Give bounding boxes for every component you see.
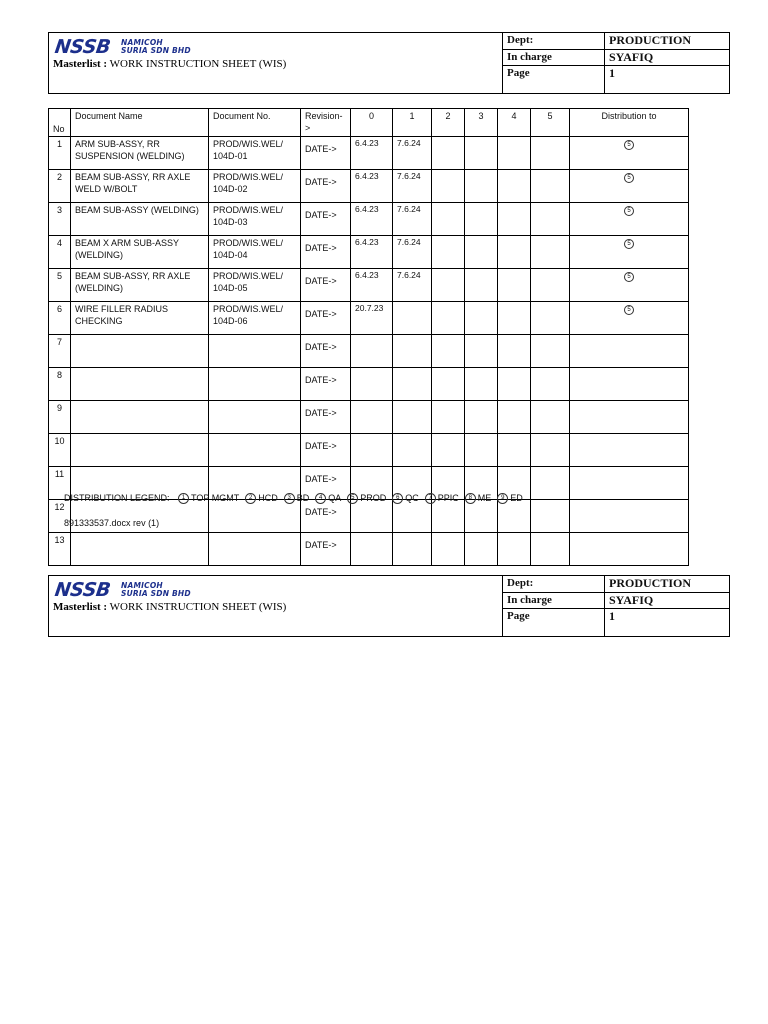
row-rev-1 [393,533,432,566]
row-rev-2 [432,302,465,335]
row-document-name: BEAM SUB-ASSY (WELDING) [71,203,209,236]
row-no: 6 [49,302,71,335]
distribution-circle-icon: 5 [624,173,634,183]
legend-item-label: HCD [258,493,278,503]
row-document-name [71,401,209,434]
legend-item [497,493,523,503]
col-header-distribution: Distribution to [570,109,689,137]
legend-item [178,493,239,503]
table-row [49,269,689,302]
row-rev-3 [465,335,498,368]
legend-item [245,493,278,503]
table-row [49,203,689,236]
logo-mark: NSSB [53,36,112,58]
row-document-no: PROD/WIS.WEL/ 104D-01 [209,137,301,170]
legend-item-label: PPIC [437,493,459,503]
row-no: 12 [49,500,71,533]
legend-item [315,493,341,503]
row-rev-0 [351,335,393,368]
legend-label: DISTRIBUTION LEGEND: [64,493,170,503]
row-rev-0: 6.4.23 [351,269,393,302]
col-header-rev-1: 1 [393,109,432,137]
row-document-name [71,434,209,467]
row-rev-2 [432,170,465,203]
row-rev-0: 6.4.23 [351,203,393,236]
row-document-no: PROD/WIS.WEL/ 104D-03 [209,203,301,236]
distribution-circle-icon: 5 [624,272,634,282]
row-rev-0: 6.4.23 [351,137,393,170]
row-rev-2 [432,434,465,467]
distribution-circle-icon: 5 [624,206,634,216]
row-document-name: WIRE FILLER RADIUS CHECKING [71,302,209,335]
row-rev-3 [465,533,498,566]
row-distribution [570,137,689,170]
dept-value: PRODUCTION [609,576,692,590]
legend-number-circle-icon: 8 [465,493,476,504]
legend-number-circle-icon: 3 [284,493,295,504]
legend-item-label: QA [328,493,342,503]
document-header [48,32,730,94]
legend-item-label: PROD [360,493,387,503]
legend-number-circle-icon: 1 [178,493,189,504]
distribution-circle-icon: 5 [624,305,634,315]
row-rev-3 [465,302,498,335]
row-revision-date: DATE-> [301,434,351,467]
row-rev-4 [498,434,531,467]
row-revision-date: DATE-> [301,500,351,533]
page-row [503,609,729,636]
legend-item-label: BD [296,493,310,503]
col-header-document-name: Document Name [71,109,209,137]
row-distribution [570,269,689,302]
incharge-value: SYAFIQ [609,50,654,64]
row-no: 2 [49,170,71,203]
row-rev-1 [393,401,432,434]
page-value: 1 [609,609,615,623]
header-title-cell [49,33,503,93]
table-row [49,236,689,269]
row-rev-5 [531,170,570,203]
row-rev-5 [531,467,570,500]
row-revision-date: DATE-> [301,137,351,170]
row-document-no: PROD/WIS.WEL/ 104D-05 [209,269,301,302]
incharge-row [503,593,729,609]
row-rev-0 [351,500,393,533]
row-document-name [71,533,209,566]
legend-number-circle-icon: 7 [425,493,436,504]
row-no: 8 [49,368,71,401]
row-document-no: PROD/WIS.WEL/ 104D-04 [209,236,301,269]
legend-number-circle-icon: 6 [392,493,403,504]
row-no: 9 [49,401,71,434]
row-rev-5 [531,500,570,533]
incharge-row [503,50,729,66]
row-rev-1: 7.6.24 [393,137,432,170]
row-document-no [209,401,301,434]
row-rev-1 [393,335,432,368]
header-info-cells [503,33,729,93]
row-rev-2 [432,236,465,269]
header-info-cells [503,576,729,636]
table-row [49,302,689,335]
legend-item [465,493,492,503]
row-rev-0: 20.7.23 [351,302,393,335]
page-label: Page [503,609,605,636]
legend-number-circle-icon: 5 [347,493,358,504]
row-rev-2 [432,401,465,434]
row-rev-2 [432,269,465,302]
table-row [49,368,689,401]
row-document-name: BEAM SUB-ASSY, RR AXLE WELD W/BOLT [71,170,209,203]
row-rev-0: 6.4.23 [351,236,393,269]
row-rev-5 [531,533,570,566]
row-revision-date: DATE-> [301,368,351,401]
table-row [49,434,689,467]
dept-label: Dept: [503,576,605,592]
row-distribution [570,500,689,533]
row-no: 5 [49,269,71,302]
row-rev-1 [393,302,432,335]
row-no: 7 [49,335,71,368]
col-header-rev-5: 5 [531,109,570,137]
document-reference: 891333537.docx rev (1) [64,518,160,528]
col-header-rev-0: 0 [351,109,393,137]
row-rev-3 [465,236,498,269]
row-document-no [209,335,301,368]
row-rev-3 [465,401,498,434]
legend-item-label: ME [477,493,492,503]
company-logo [55,580,205,602]
row-rev-5 [531,335,570,368]
col-header-no: No [49,109,71,137]
row-rev-1 [393,500,432,533]
logo-company-name: NAMICOH SURIA SDN BHD [121,38,191,55]
row-rev-4 [498,170,531,203]
incharge-value: SYAFIQ [609,593,654,607]
row-rev-3 [465,434,498,467]
row-rev-5 [531,302,570,335]
incharge-label: In charge [503,593,605,608]
row-distribution [570,203,689,236]
row-document-name: BEAM X ARM SUB-ASSY (WELDING) [71,236,209,269]
row-revision-date: DATE-> [301,302,351,335]
row-revision-date: DATE-> [301,269,351,302]
row-rev-0: 6.4.23 [351,170,393,203]
row-distribution [570,434,689,467]
row-rev-0 [351,533,393,566]
row-distribution [570,170,689,203]
legend-item [425,493,459,503]
table-row [49,533,689,566]
row-document-no: PROD/WIS.WEL/ 104D-02 [209,170,301,203]
row-document-no [209,368,301,401]
row-rev-5 [531,137,570,170]
dept-row [503,576,729,593]
legend-number-circle-icon: 4 [315,493,326,504]
row-rev-3 [465,269,498,302]
row-rev-0 [351,434,393,467]
row-rev-1: 7.6.24 [393,203,432,236]
row-rev-5 [531,401,570,434]
legend-item [392,493,419,503]
masterlist-title: Masterlist : WORK INSTRUCTION SHEET (WIS) [53,601,287,613]
row-rev-4 [498,236,531,269]
col-header-rev-2: 2 [432,109,465,137]
row-rev-4 [498,203,531,236]
row-rev-4 [498,533,531,566]
row-document-name: ARM SUB-ASSY, RR SUSPENSION (WELDING) [71,137,209,170]
row-revision-date: DATE-> [301,335,351,368]
col-header-document-no: Document No. [209,109,301,137]
row-rev-5 [531,269,570,302]
row-rev-2 [432,335,465,368]
row-document-no: PROD/WIS.WEL/ 104D-06 [209,302,301,335]
legend-item [347,493,386,503]
legend-item [284,493,310,503]
legend-number-circle-icon: 9 [497,493,508,504]
row-revision-date: DATE-> [301,467,351,500]
row-rev-5 [531,203,570,236]
page-label: Page [503,66,605,93]
dept-value: PRODUCTION [609,33,692,47]
logo-company-name: NAMICOH SURIA SDN BHD [121,581,191,598]
company-logo [55,37,205,59]
row-rev-1 [393,368,432,401]
legend-item-label: ED [510,493,523,503]
row-rev-4 [498,368,531,401]
table-header-row [49,109,689,137]
legend-item-label: TOP MGMT [191,493,240,503]
row-rev-5 [531,434,570,467]
row-rev-3 [465,137,498,170]
row-document-name [71,335,209,368]
row-rev-3 [465,170,498,203]
row-rev-1: 7.6.24 [393,269,432,302]
legend-number-circle-icon: 2 [245,493,256,504]
incharge-label: In charge [503,50,605,65]
row-rev-4 [498,269,531,302]
dept-label: Dept: [503,33,605,49]
row-document-no [209,434,301,467]
row-revision-date: DATE-> [301,401,351,434]
document-header-page-2 [48,575,730,637]
col-header-rev-4: 4 [498,109,531,137]
row-rev-2 [432,368,465,401]
row-distribution [570,335,689,368]
distribution-legend [64,493,523,504]
row-rev-2 [432,500,465,533]
table-row [49,335,689,368]
row-rev-4 [498,500,531,533]
distribution-circle-icon: 5 [624,140,634,150]
row-rev-0 [351,368,393,401]
row-distribution [570,236,689,269]
row-revision-date: DATE-> [301,203,351,236]
row-distribution [570,401,689,434]
row-rev-3 [465,368,498,401]
row-no: 3 [49,203,71,236]
row-rev-3 [465,500,498,533]
col-header-rev-3: 3 [465,109,498,137]
row-document-no [209,500,301,533]
row-distribution [570,302,689,335]
row-rev-4 [498,401,531,434]
row-rev-1: 7.6.24 [393,170,432,203]
page-row [503,66,729,93]
row-rev-5 [531,368,570,401]
row-rev-1 [393,434,432,467]
legend-items [172,493,523,503]
row-document-name [71,368,209,401]
row-document-name: BEAM SUB-ASSY, RR AXLE (WELDING) [71,269,209,302]
row-no: 13 [49,533,71,566]
row-distribution [570,368,689,401]
table-row [49,170,689,203]
row-no: 10 [49,434,71,467]
row-distribution [570,467,689,500]
row-rev-2 [432,137,465,170]
row-rev-4 [498,302,531,335]
row-rev-2 [432,203,465,236]
row-rev-4 [498,137,531,170]
row-revision-date: DATE-> [301,170,351,203]
row-revision-date: DATE-> [301,533,351,566]
page-value: 1 [609,66,615,80]
distribution-circle-icon: 5 [624,239,634,249]
row-distribution [570,533,689,566]
row-rev-0 [351,401,393,434]
row-document-no [209,533,301,566]
table-row [49,401,689,434]
row-no: 4 [49,236,71,269]
legend-item-label: QC [405,493,419,503]
masterlist-title: Masterlist : WORK INSTRUCTION SHEET (WIS) [53,58,287,70]
col-header-revision: Revision-> [301,109,351,137]
dept-row [503,33,729,50]
table-row [49,137,689,170]
row-no: 11 [49,467,71,500]
row-rev-3 [465,203,498,236]
header-title-cell [49,576,503,636]
row-rev-4 [498,335,531,368]
row-rev-5 [531,236,570,269]
row-revision-date: DATE-> [301,236,351,269]
logo-mark: NSSB [53,579,112,601]
row-rev-2 [432,533,465,566]
row-no: 1 [49,137,71,170]
row-rev-1: 7.6.24 [393,236,432,269]
